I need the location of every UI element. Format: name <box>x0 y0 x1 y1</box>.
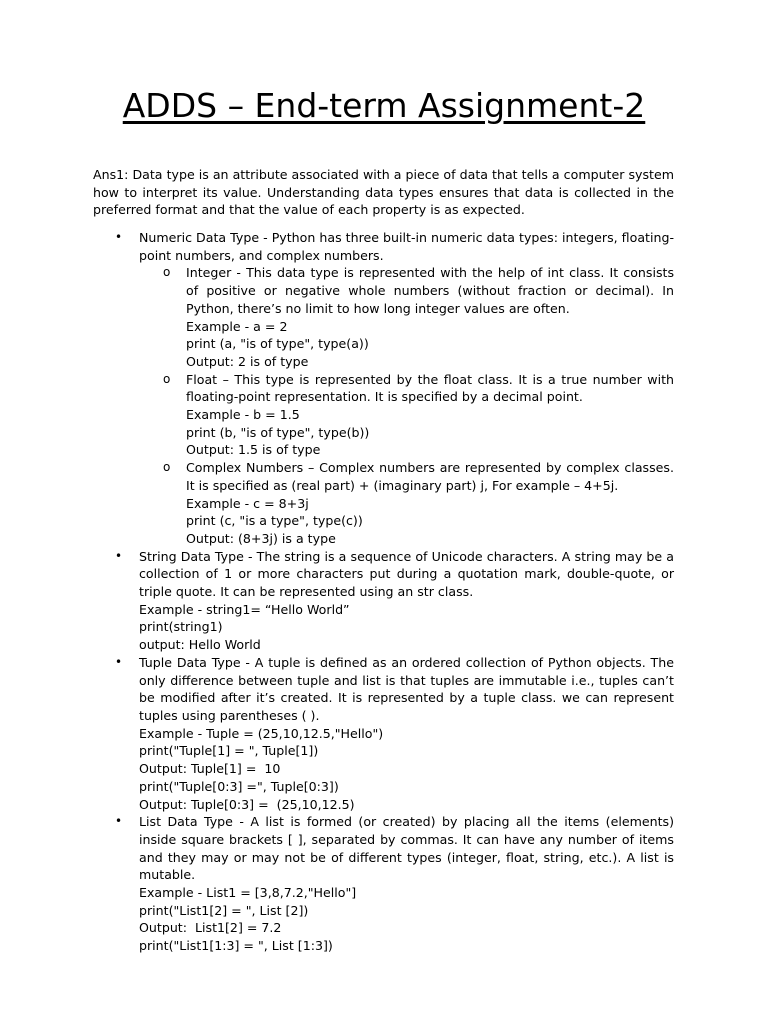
list-item <box>115 548 674 654</box>
list-item <box>115 229 674 264</box>
code-line: Output: Tuple[0:3] = (25,10,12.5) <box>139 796 355 812</box>
list-item-text: List Data Type - A list is formed (or created) by placing all the items (elements) inside square brackets [ ], separated by commas. It can have any number of items and they may or may not be of different types (integer, float, string, etc.). A list is mutable. <box>139 814 674 883</box>
sub-item-text: Float – This type is represented by the float class. It is a true number with floating-point representation. It is specified by a decimal point. <box>186 371 674 405</box>
code-line: Output: Tuple[1] = 10 <box>139 761 281 777</box>
sub-item-text: Complex Numbers – Complex numbers are represented by complex classes. It is specified as (real part) + (imaginary part) j, For example – 4+5j. <box>186 460 674 493</box>
list-item-text: Numeric Data Type - Python has three built-in numeric data types: integers, floating-point numbers, and complex numbers. <box>139 230 674 263</box>
sub-bullet-icon: o <box>163 460 171 475</box>
code-line: print("Tuple[0:3] =", Tuple[0:3]) <box>139 778 339 794</box>
code-line: print (b, "is of type", type(b)) <box>186 424 370 440</box>
sub-list-item <box>163 459 674 548</box>
code-line: output: Hello World <box>139 637 261 653</box>
code-line: print("Tuple[1] = ", Tuple[1]) <box>139 743 319 759</box>
list-item-text: Tuple Data Type - A tuple is defined as an ordered collection of Python objects. The only difference between tuple and list is that tuples are immutable i.e., tuples can’t be modified after it’s created. It is represented by a tuple class. we can represent tuples using parentheses ( ). <box>139 654 674 723</box>
code-line: Example - string1= “Hello World” <box>139 601 350 617</box>
code-line: Output: (8+3j) is a type <box>186 530 336 546</box>
code-line: print (c, "is a type", type(c)) <box>186 513 363 529</box>
bullet-icon: • <box>115 548 123 563</box>
list-item-text: String Data Type - The string is a sequence of Unicode characters. A string may be a collection of 1 or more characters put during a quotation mark, double-quote, or triple quote. It can be represented using an str class. <box>139 548 674 600</box>
bullet-icon: • <box>115 654 123 669</box>
code-line: print("List1[1:3] = ", List [1:3]) <box>139 938 333 954</box>
code-line: Output: 1.5 is of type <box>186 442 321 458</box>
list-item <box>115 813 674 955</box>
code-line: Example - c = 8+3j <box>186 495 309 511</box>
bullet-icon: • <box>115 814 123 829</box>
code-line: print(string1) <box>139 619 223 635</box>
code-line: Example - Tuple = (25,10,12.5,"Hello") <box>139 725 384 741</box>
bullet-list <box>0 229 768 955</box>
sub-item-text: Integer - This data type is represented with the help of int class. It consists of positive or negative whole numbers (without fraction or decimal). In Python, there’s no limit to how long integer values are often. <box>186 265 674 316</box>
code-line: print (a, "is of type", type(a)) <box>186 336 369 352</box>
code-line: Example - a = 2 <box>186 318 288 334</box>
code-line: Output: List1[2] = 7.2 <box>139 920 282 936</box>
intro-paragraph: Ans1: Data type is an attribute associated with a piece of data that tells a computer system how to interpret its value. Understanding data types ensures that data is collected in the preferred format and that the value of each property is as expected. <box>93 167 674 218</box>
sub-bullet-icon: o <box>163 371 171 386</box>
sub-list-item <box>163 264 674 370</box>
code-line: print("List1[2] = ", List [2]) <box>139 902 309 918</box>
page-title: ADDS – End-term Assignment-2 <box>122 86 646 125</box>
sub-list-item <box>163 371 674 460</box>
code-line: Example - b = 1.5 <box>186 407 300 423</box>
code-line: Example - List1 = [3,8,7.2,"Hello"] <box>139 885 357 901</box>
code-line: Output: 2 is of type <box>186 353 309 369</box>
sub-bullet-icon: o <box>163 265 171 280</box>
bullet-icon: • <box>115 230 123 244</box>
list-item <box>115 654 674 813</box>
